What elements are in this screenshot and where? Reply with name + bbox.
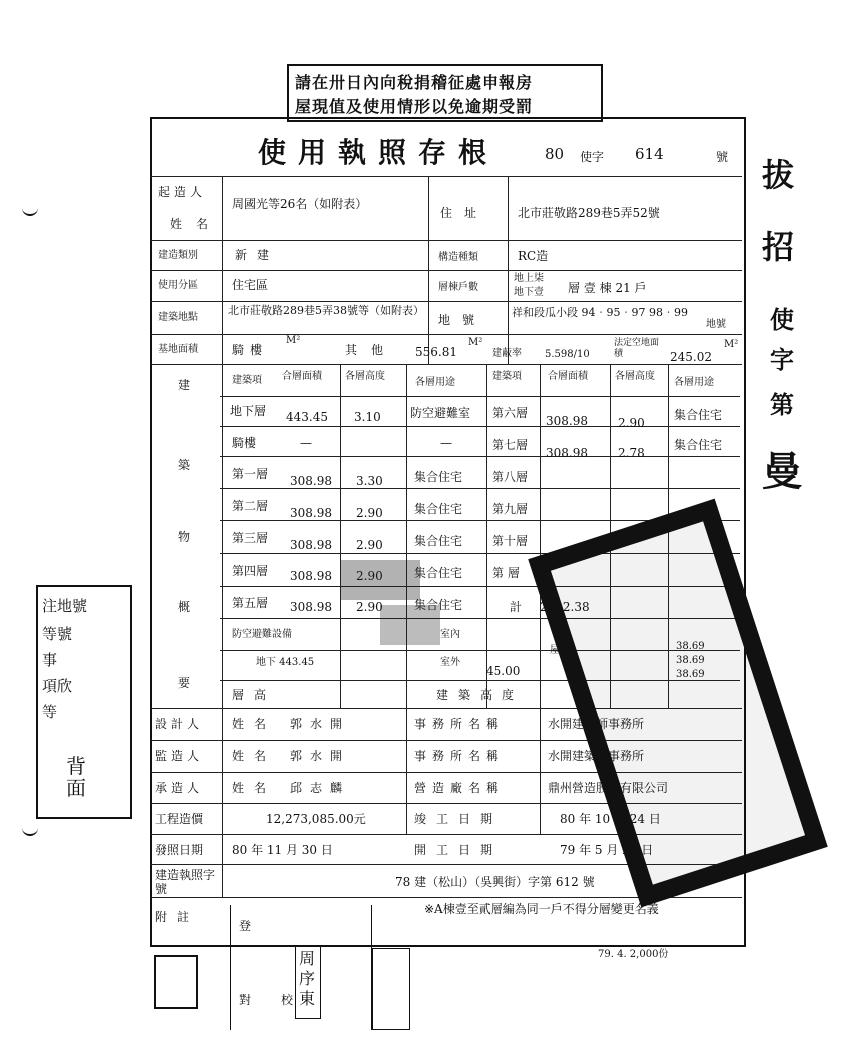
open-space-label: 法定空地面積 xyxy=(614,338,660,359)
floor-use: 集合住宅 xyxy=(674,408,723,422)
floor-name: 第一層 xyxy=(232,467,269,481)
note-value: ※A棟壹至貳層編為同一戶不得分層變更名義 xyxy=(424,902,659,916)
arcade-label: 騎樓 xyxy=(232,343,269,357)
summary-char-5: 要 xyxy=(178,676,191,690)
floor-height: 2.78 xyxy=(618,446,645,460)
address-value: 北市莊敬路289巷5弄52號 xyxy=(518,206,660,220)
coverage-label: 建蔽率 xyxy=(492,348,522,359)
margin-mark xyxy=(22,206,38,216)
total-value: 2722.38 xyxy=(540,600,590,614)
office-label: 事務所名稱 xyxy=(414,749,505,763)
summary-char-1: 建 xyxy=(178,378,191,392)
floor-name: 騎樓 xyxy=(232,436,257,450)
reg-label: 登 xyxy=(239,919,252,933)
start-value: 79 年 5 月 25 日 xyxy=(560,843,654,857)
floor-height: 2.90 xyxy=(356,506,383,520)
other-unit: M² xyxy=(468,337,483,348)
roof-value: 38.69 xyxy=(676,655,705,666)
floor-use: 集合住宅 xyxy=(414,534,463,548)
signature-box xyxy=(230,905,372,1030)
footer-code: 79. 4. 2,000份 xyxy=(598,949,669,960)
lot-value: 祥和段瓜小段 94‧95‧97 98‧99 xyxy=(512,306,688,319)
floor-name: 第八層 xyxy=(492,470,529,484)
floor-use: 集合住宅 xyxy=(674,438,723,452)
header-use-left: 各層用途 xyxy=(415,377,455,388)
side-col-5: 等 xyxy=(42,703,58,721)
side-col-2: 等號 xyxy=(42,625,73,643)
open-space-unit: M² xyxy=(724,339,739,350)
applicant-value: 周國光等26名（如附表） xyxy=(232,197,368,211)
floor-height: 2.90 xyxy=(356,600,383,614)
applicant-label: 起造人 xyxy=(158,185,207,199)
side-col-4: 項欣 xyxy=(42,677,73,695)
shelter-outdoor: 室外 xyxy=(440,657,460,668)
lot-label: 地號 xyxy=(438,313,487,327)
lot-suffix: 地號 xyxy=(706,319,726,330)
person-name-label: 姓名 xyxy=(232,781,277,795)
floor-area: 308.98 xyxy=(290,569,332,583)
contractor-label: 承造人 xyxy=(155,781,204,795)
summary-char-3: 物 xyxy=(178,530,191,544)
designer-name: 郭水開 xyxy=(290,717,351,731)
supervisor-label: 監造人 xyxy=(155,749,204,763)
floors-label: 層棟戶數 xyxy=(438,282,478,293)
floor-name: 第六層 xyxy=(492,406,529,420)
floor-name: 第 層 xyxy=(492,566,520,580)
right-char-5: 第 xyxy=(770,390,794,419)
side-back: 背面 xyxy=(66,754,86,800)
right-char-3: 使 xyxy=(770,305,794,334)
form-title: 使用執照存根 xyxy=(258,136,499,169)
permit-label: 建造執照字號 xyxy=(155,868,216,896)
header-height-right: 各層高度 xyxy=(615,371,655,382)
zone-value: 住宅區 xyxy=(232,278,269,292)
header-item-right: 建築項 xyxy=(492,371,522,382)
header-use-right: 各層用途 xyxy=(674,377,714,388)
roof-label: 屋頂 xyxy=(550,645,570,656)
build-type-label: 建造類別 xyxy=(158,250,198,261)
structure-value: RC造 xyxy=(518,249,549,263)
floor-name: 第四層 xyxy=(232,564,269,578)
other-label: 其他 xyxy=(345,343,398,357)
start-label: 開工日期 xyxy=(414,843,503,857)
floor-name: 第十層 xyxy=(492,534,529,548)
other-value: 556.81 xyxy=(415,345,457,359)
supervisor-office: 水開建築師事務所 xyxy=(548,749,645,763)
issue-value: 80 年 11 月 30 日 xyxy=(232,843,333,857)
floor-height: 2.90 xyxy=(356,538,383,552)
ink-smear xyxy=(340,560,420,600)
right-char-6: 曼 xyxy=(762,448,802,495)
floor-name: 第七層 xyxy=(492,438,529,452)
coverage-value: 5.598/10 xyxy=(545,349,590,360)
seal-stamp xyxy=(154,955,198,1009)
floor-name: 地下層 xyxy=(230,404,267,418)
person-name-label: 姓名 xyxy=(232,717,277,731)
roof-value: 38.69 xyxy=(676,641,705,652)
floor-area: 308.98 xyxy=(290,538,332,552)
pair-label: 對 xyxy=(239,993,252,1007)
shelter-under: 地下 443.45 xyxy=(256,657,315,668)
floor-area: 308.98 xyxy=(290,600,332,614)
right-char-1: 拔 xyxy=(762,156,795,194)
site-value: 北市莊敬路289巷5弄38號等（如附表） xyxy=(228,304,424,317)
doc-year: 80 xyxy=(545,145,565,163)
complete-label: 竣工日期 xyxy=(414,812,503,826)
floors-value: 層 壹 棟 21 戶 xyxy=(568,281,647,295)
header-area-left: 合層面積 xyxy=(282,371,322,382)
shelter-label: 防空避難設備 xyxy=(232,629,292,640)
header-height-left: 各層高度 xyxy=(345,371,385,382)
side-note-box xyxy=(36,585,132,819)
structure-label: 構造種類 xyxy=(438,252,478,263)
floor-height: 2.90 xyxy=(618,416,645,430)
floor-area: 443.45 xyxy=(286,410,328,424)
issue-label: 發照日期 xyxy=(155,843,204,857)
floor-use: 集合住宅 xyxy=(414,502,463,516)
height-label: 層高 xyxy=(232,688,277,702)
designer-label: 設計人 xyxy=(155,717,204,731)
person-name-label: 姓名 xyxy=(232,749,277,763)
floor-use: 防空避難室 xyxy=(410,406,471,420)
floor-area: 308.98 xyxy=(546,446,588,460)
notice-line-1: 請在卅日內向稅捐稽征處申報房 xyxy=(295,73,534,92)
header-area-right: 合層面積 xyxy=(548,371,588,382)
right-char-4: 字 xyxy=(770,345,794,374)
header-item-left: 建築項 xyxy=(232,375,262,386)
floor-name: 第五層 xyxy=(232,596,269,610)
complete-value: 80 年 10 月 24 日 xyxy=(560,812,661,826)
area-label: 基地面積 xyxy=(158,344,198,355)
contractor-name: 邱志麟 xyxy=(290,781,351,795)
summary-char-2: 築 xyxy=(178,458,191,472)
office-label: 事務所名稱 xyxy=(414,717,505,731)
floors-above: 地上柒 xyxy=(514,273,544,284)
side-col-3: 事 xyxy=(42,651,58,669)
supervisor-name: 郭水開 xyxy=(290,749,351,763)
note-label: 附註 xyxy=(155,910,200,924)
permit-value: 78 建（松山）（吳興街）字第 612 號 xyxy=(395,875,595,889)
floor-area: 308.98 xyxy=(290,474,332,488)
open-space-value: 245.02 xyxy=(670,350,712,364)
doc-number: 614 xyxy=(635,145,664,163)
floor-name: 第三層 xyxy=(232,531,269,545)
signer-name: 周序東 xyxy=(299,949,316,1008)
floor-area: — xyxy=(300,436,312,450)
side-col-1: 注地號 xyxy=(42,597,88,615)
floor-use: 集合住宅 xyxy=(414,566,463,580)
total-label: 計 xyxy=(510,600,523,614)
floor-name: 第二層 xyxy=(232,499,269,513)
bldg-height-label: 建築高度 xyxy=(436,688,525,702)
company-label: 營造廠名稱 xyxy=(414,781,505,795)
notice-line-2: 屋現值及使用情形以免逾期受罰 xyxy=(295,97,534,116)
shelter-indoor: 室內 xyxy=(440,629,460,640)
floor-height: 2.90 xyxy=(356,569,383,583)
outdoor-value: 45.00 xyxy=(486,664,521,678)
ink-smear xyxy=(380,605,440,645)
name-label: 姓名 xyxy=(170,217,223,231)
designer-office: 水開建築師事務所 xyxy=(548,717,645,731)
doc-suffix: 號 xyxy=(716,150,729,164)
notice-stamp xyxy=(287,64,603,122)
area-unit: M² xyxy=(286,335,301,346)
right-char-2: 招 xyxy=(762,228,795,266)
roof-value: 38.69 xyxy=(676,669,705,680)
contractor-company: 鼎州營造股份有限公司 xyxy=(548,781,669,795)
zone-label: 使用分區 xyxy=(158,280,198,291)
cost-label: 工程造價 xyxy=(155,812,204,826)
floor-use: — xyxy=(440,436,452,450)
floors-below: 地下壹 xyxy=(514,287,544,298)
doc-word: 使字 xyxy=(580,150,605,164)
floor-height: 3.30 xyxy=(356,474,383,488)
cost-value: 12,273,085.00元 xyxy=(266,812,366,826)
floor-height: 3.10 xyxy=(354,410,381,424)
margin-mark xyxy=(22,826,38,836)
floor-use: 集合住宅 xyxy=(414,598,463,612)
floor-name: 第九層 xyxy=(492,502,529,516)
floor-use: 集合住宅 xyxy=(414,470,463,484)
build-type-value: 新建 xyxy=(235,248,280,262)
check-label: 校 xyxy=(281,993,294,1007)
vertical-stamp xyxy=(372,948,410,1030)
address-label: 住址 xyxy=(440,206,489,220)
floor-area: 308.98 xyxy=(546,414,588,428)
floor-area: 308.98 xyxy=(290,506,332,520)
site-label: 建築地點 xyxy=(158,312,198,323)
summary-char-4: 概 xyxy=(178,600,191,614)
